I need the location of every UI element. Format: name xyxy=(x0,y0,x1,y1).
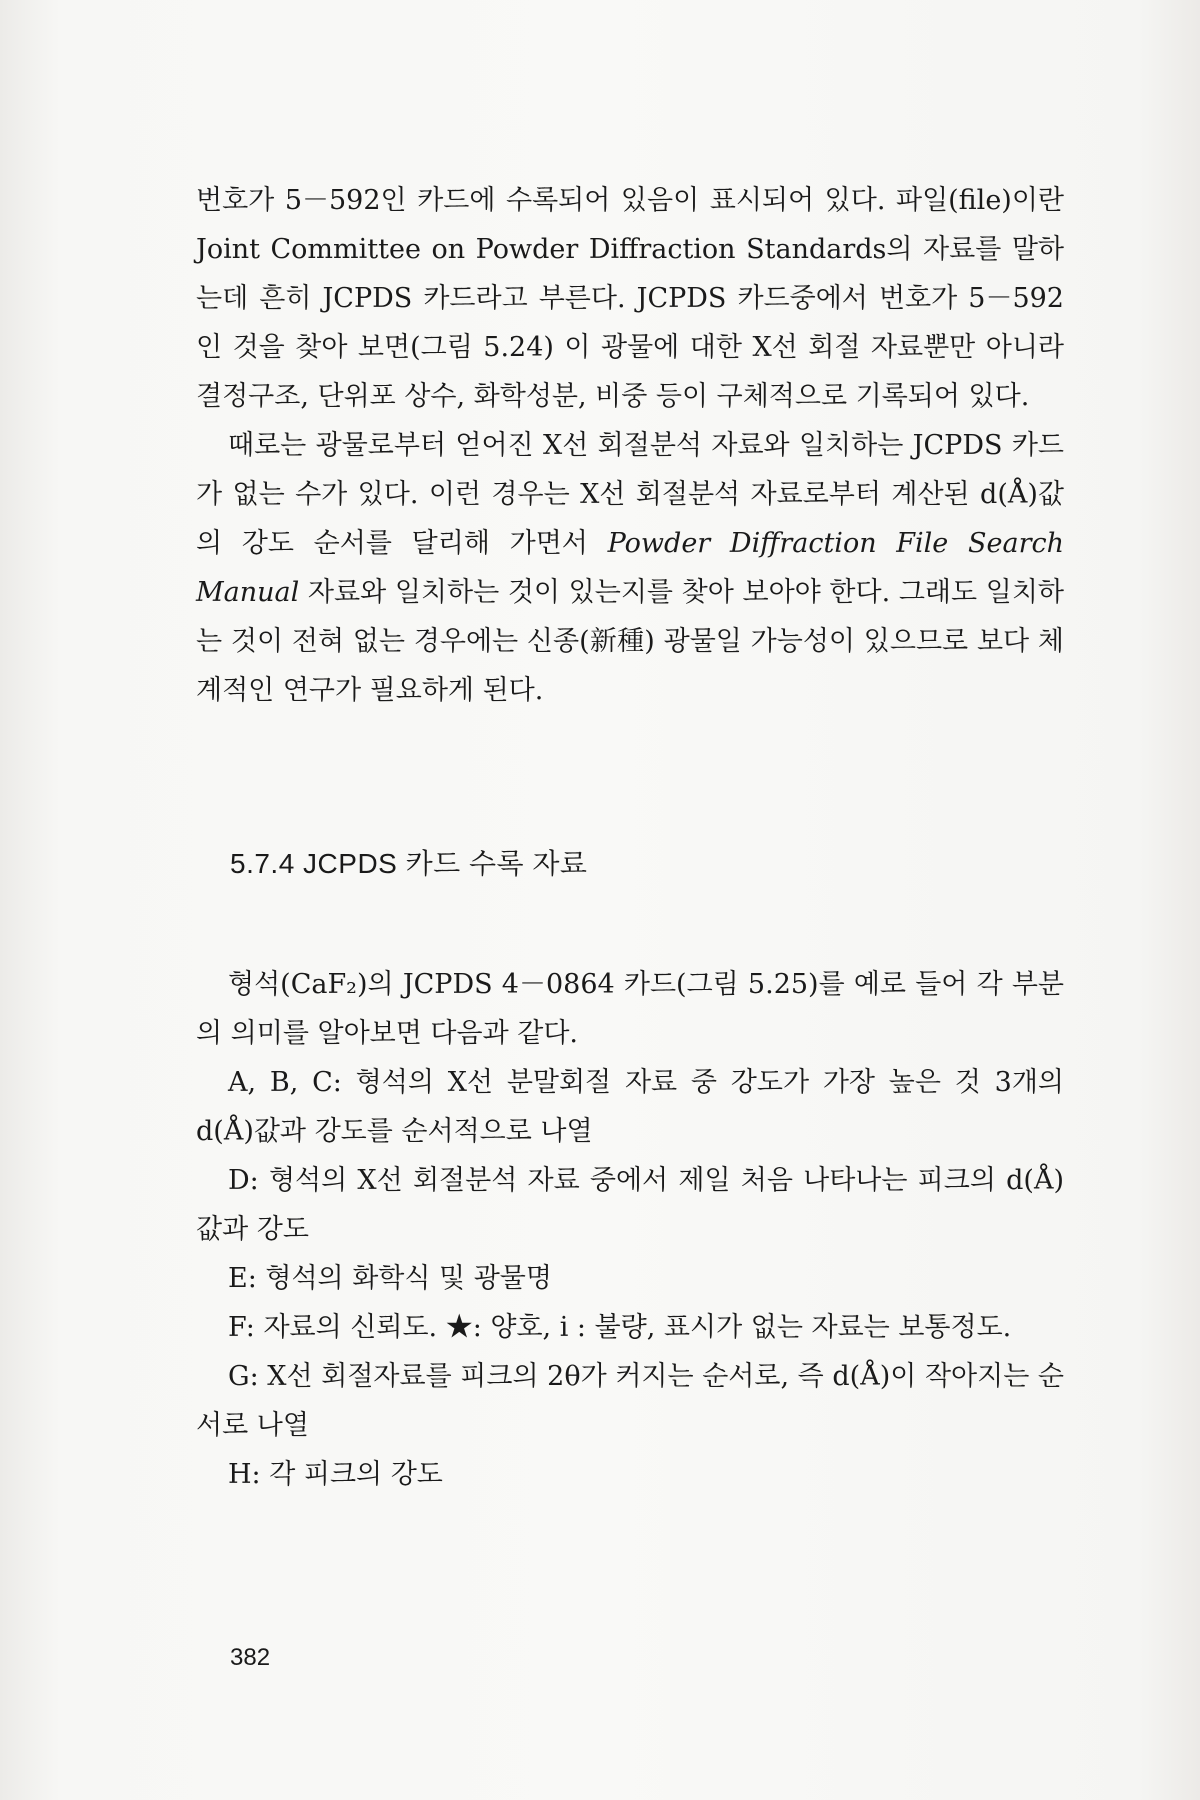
list-item-f: F: 자료의 신뢰도. ★: 양호, i : 불량, 표시가 없는 자료는 보통정도. xyxy=(228,1312,1012,1343)
list-item-e: E: 형석의 화학식 및 광물명 xyxy=(228,1263,552,1294)
paragraph-fluorite-intro: 형석(CaF₂)의 JCPDS 4－0864 카드(그림 5.25)를 예로 들어 각 부분의 의미를 알아보면 다음과 같다. xyxy=(196,969,1064,1049)
section-heading: 5.7.4 JCPDS 카드 수록 자료 xyxy=(230,848,588,879)
paragraph-search-manual-after: 자료와 일치하는 것이 있는지를 찾아 보아야 한다. 그래도 일치하는 것이 전혀 없는 경우에는 신종(新種) 광물일 가능성이 있으므로 보다 체계적인 연구가 필요하게 된다. xyxy=(196,577,1064,706)
list-item-d: D: 형석의 X선 회절분석 자료 중에서 제일 처음 나타나는 피크의 d(Å)값과 강도 xyxy=(196,1165,1064,1245)
search-manual-title: Powder Diffraction File Search Manual xyxy=(196,528,1064,608)
list-item-abc: A, B, C: 형석의 X선 분말회절 자료 중 강도가 가장 높은 것 3개의 d(Å)값과 강도를 순서적으로 나열 xyxy=(196,1067,1064,1147)
list-item-g: G: X선 회절자료를 피크의 2θ가 커지는 순서로, 즉 d(Å)이 작아지는 순서로 나열 xyxy=(196,1361,1064,1441)
bottom-text-block xyxy=(196,960,1064,1499)
paragraph-jcpds-intro: 번호가 5－592인 카드에 수록되어 있음이 표시되어 있다. 파일(file)이란 Joint Committee on Powder Diffraction Standards의 자료를 말하는데 흔히 JCPDS 카드라고 부른다. JCPDS 카드중에서 번호가 5－592인 것을 찾아 보면(그림 5.24) 이 광물에 대한 X선 회절 자료뿐만 아니라 결정구조, 단위포 상수, 화학성분, 비중 등이 구체적으로 기록되어 있다. xyxy=(196,185,1064,412)
list-item-h: H: 각 피크의 강도 xyxy=(228,1459,443,1490)
page-number: 382 xyxy=(230,1644,271,1671)
paragraph-search-manual xyxy=(196,421,1064,715)
top-text-block xyxy=(196,176,1064,715)
paragraph-search-manual-before: 때로는 광물로부터 얻어진 X선 회절분석 자료와 일치하는 JCPDS 카드가 없는 수가 있다. 이런 경우는 X선 회절분석 자료로부터 계산된 d(Å)값의 강도 순서를 달리해 가면서 xyxy=(196,430,1064,559)
